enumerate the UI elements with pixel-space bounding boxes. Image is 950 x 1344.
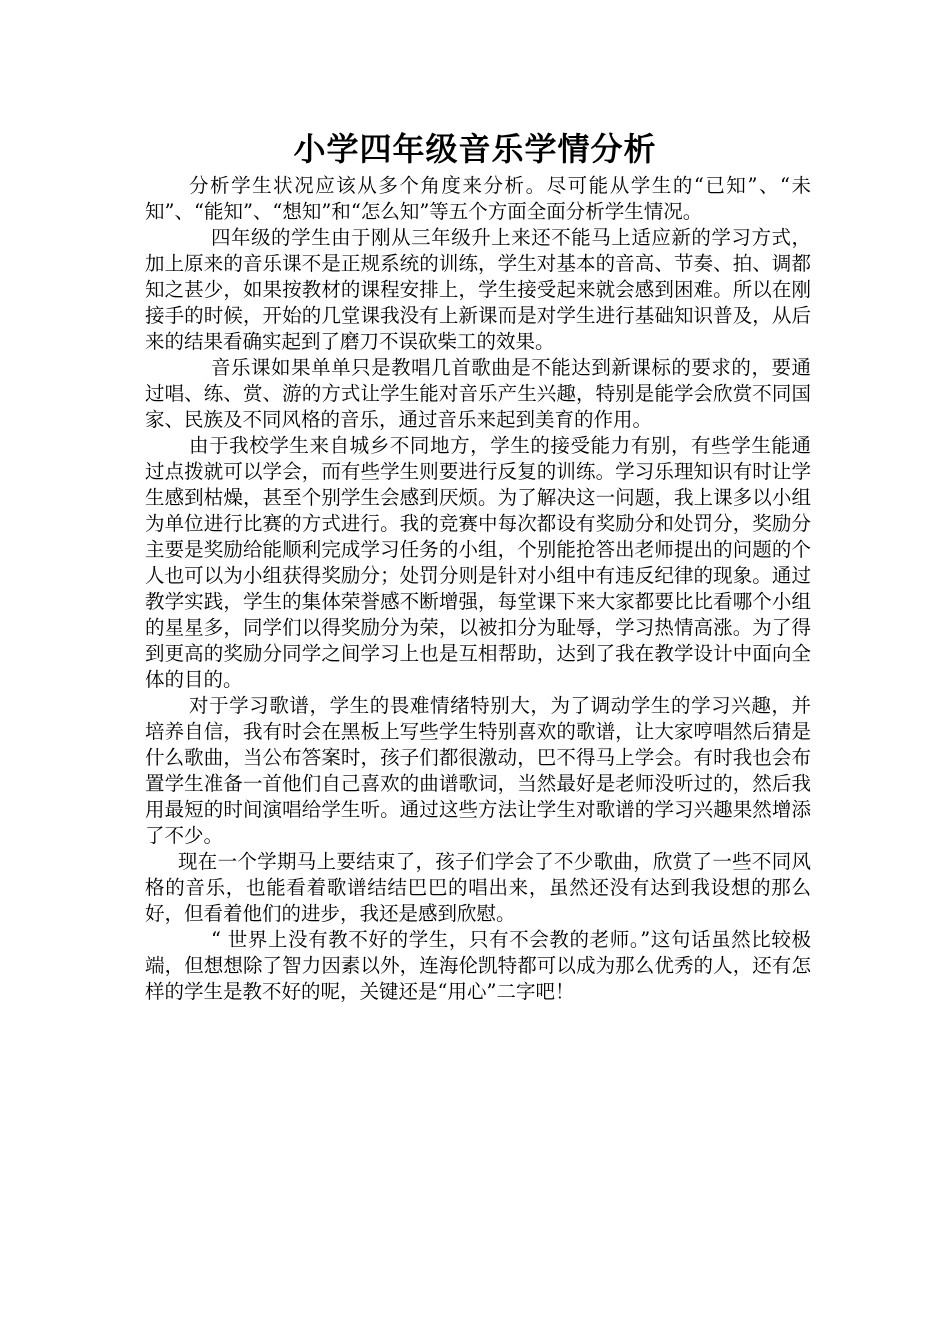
document-body bbox=[145, 173, 811, 1005]
paragraph-music-class: 音乐课如果单单只是教唱几首歌曲是不能达到新课标的要求的，要通过唱、练、赏、游的方式让学生能对音乐产生兴趣，特别是能学会欣赏不同国家、民族及不同风格的音乐，通过音乐来起到美育的作用。 bbox=[145, 356, 811, 431]
paragraph-sheet-music: 对于学习歌谱，学生的畏难情绪特别大，为了调动学生的学习兴趣，并培养自信，我有时会在黑板上写些学生特别喜欢的歌谱，让大家哼唱然后猜是什么歌曲，当公布答案时，孩子们都很激动，巴不得马上学会。有时我也会布置学生准备一首他们自己喜欢的曲谱歌词，当然最好是老师没听过的，然后我用最短的时间演唱给学生听。通过这些方法让学生对歌谱的学习兴趣果然增添了不少。 bbox=[145, 694, 811, 847]
paragraph-intro: 分析学生状况应该从多个角度来分析。尽可能从学生的“已知”、“未知”、“能知”、“想知”和“怎么知”等五个方面全面分析学生情况。 bbox=[145, 174, 811, 223]
paragraph-semester-end: 现在一个学期马上要结束了，孩子们学会了不少歌曲，欣赏了一些不同风格的音乐，也能看着歌谱结结巴巴的唱出来，虽然还没有达到我设想的那么好，但看着他们的进步，我还是感到欣慰。 bbox=[145, 850, 811, 925]
paragraph-grade-four: 四年级的学生由于刚从三年级升上来还不能马上适应新的学习方式，加上原来的音乐课不是正规系统的训练，学生对基本的音高、节奏、拍、调都知之甚少，如果按教材的课程安排上，学生接受起来就会感到困难。所以在刚接手的时候，开始的几堂课我没有上新课而是对学生进行基础知识普及，从后来的结果看确实起到了磨刀不误砍柴工的效果。 bbox=[145, 226, 811, 353]
document-title: 小学四年级音乐学情分析 bbox=[293, 130, 657, 168]
paragraph-closing: “ 世界上没有教不好的学生，只有不会教的老师。”这句话虽然比较极端，但想想除了智力因素以外，连海伦凯特都可以成为那么优秀的人，还有怎样的学生是教不好的呢，关键还是“用心”二字吧！ bbox=[145, 928, 811, 1003]
paragraph-group-competition: 由于我校学生来自城乡不同地方，学生的接受能力有别，有些学生能通过点拨就可以学会，而有些学生则要进行反复的训练。学习乐理知识有时让学生感到枯燥，甚至个别学生会感到厌烦。为了解决这一问题，我上课多以小组为单位进行比赛的方式进行。我的竞赛中每次都设有奖励分和处罚分，奖励分主要是奖励给能顺利完成学习任务的小组，个别能抢答出老师提出的问题的个人也可以为小组获得奖励分；处罚分则是针对小组中有违反纪律的现象。通过教学实践，学生的集体荣誉感不断增强，每堂课下来大家都要比比看哪个小组的星星多，同学们以得奖励分为荣，以被扣分为耻辱，学习热情高涨。为了得到更高的奖励分同学之间学习上也是互相帮助，达到了我在教学设计中面向全体的目的。 bbox=[145, 434, 811, 691]
